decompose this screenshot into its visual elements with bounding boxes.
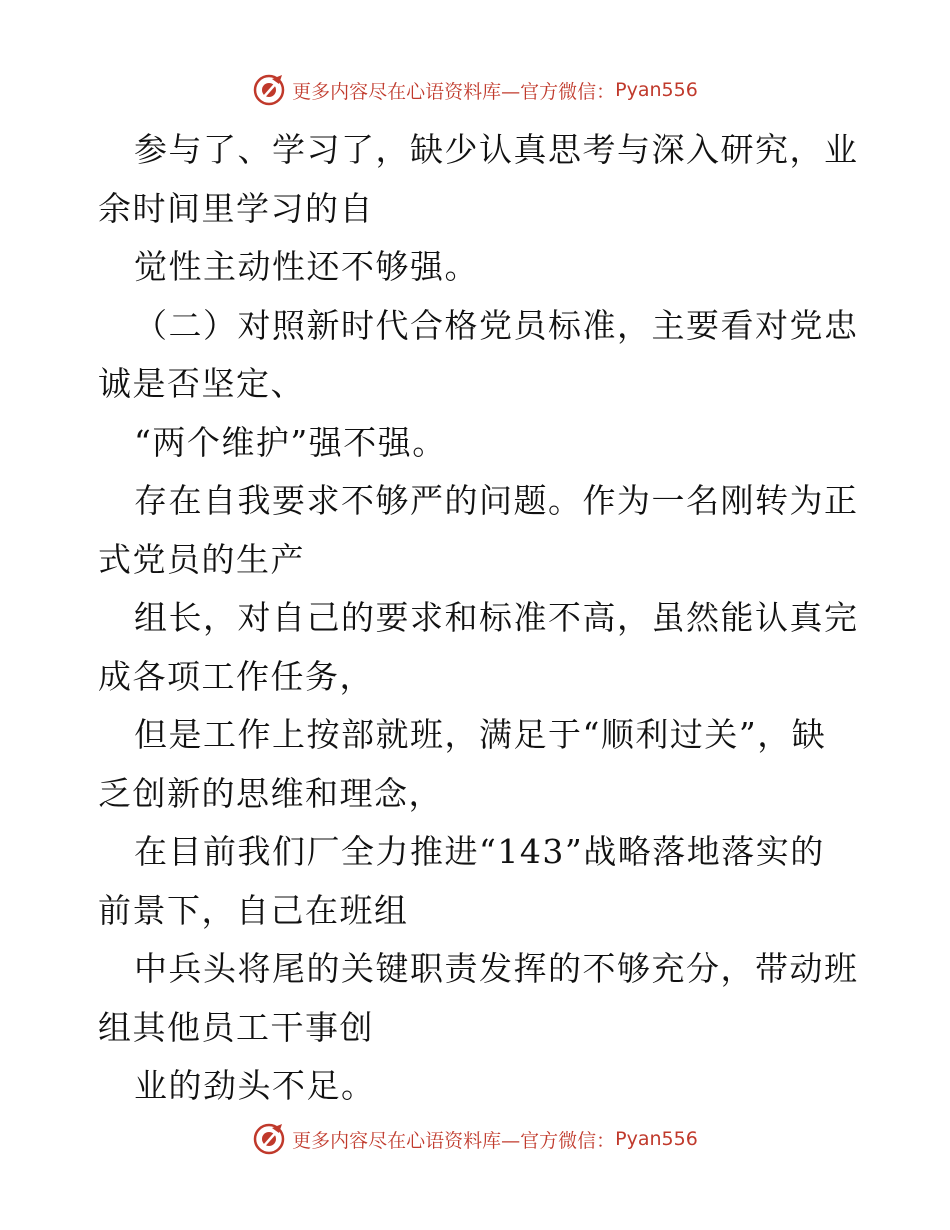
text-line: 前景下，自己在班组 [98, 890, 409, 930]
watermark-account: Pyan556 [615, 79, 698, 101]
text-line: 组长，对自己的要求和标准不高，虽然能认真完 [134, 598, 859, 637]
text-line: 成各项工作任务， [98, 656, 374, 696]
document-body [98, 121, 858, 1116]
text-line: 存在自我要求不够严的问题。作为一名刚转为正 [134, 481, 859, 520]
text-line: 式党员的生产 [98, 539, 305, 579]
text-line: （二）对照新时代合格党员标准，主要看对党忠 [134, 305, 859, 345]
text-line: 业的劲头不足。 [134, 1066, 376, 1105]
text-line: “两个维护”强不强。 [134, 422, 447, 462]
watermark-text: 更多内容尽在心语资料库—官方微信： [292, 80, 616, 103]
watermark-account: Pyan556 [615, 1128, 698, 1150]
text-line: 组其他员工干事创 [98, 1007, 374, 1047]
watermark-text: 更多内容尽在心语资料库—官方微信： [292, 1129, 616, 1152]
text-line: 但是工作上按部就班，满足于“顺利过关”，缺 [134, 715, 827, 754]
footer-watermark [0, 1119, 950, 1159]
text-line: 参与了、学习了，缺少认真思考与深入研究，业 [134, 130, 859, 169]
logo-icon [252, 1122, 286, 1156]
text-line: 余时间里学习的自 [98, 188, 374, 228]
logo-icon [252, 73, 286, 107]
text-line: 中兵头将尾的关键职责发挥的不够充分，带动班 [134, 949, 859, 988]
text-line: 觉性主动性还不够强。 [134, 247, 479, 286]
header-watermark [0, 70, 950, 110]
text-line: 在目前我们厂全力推进“143”战略落地落实的 [134, 832, 825, 871]
text-line: 诚是否坚定、 [98, 364, 305, 403]
text-line: 乏创新的思维和理念， [98, 773, 443, 813]
